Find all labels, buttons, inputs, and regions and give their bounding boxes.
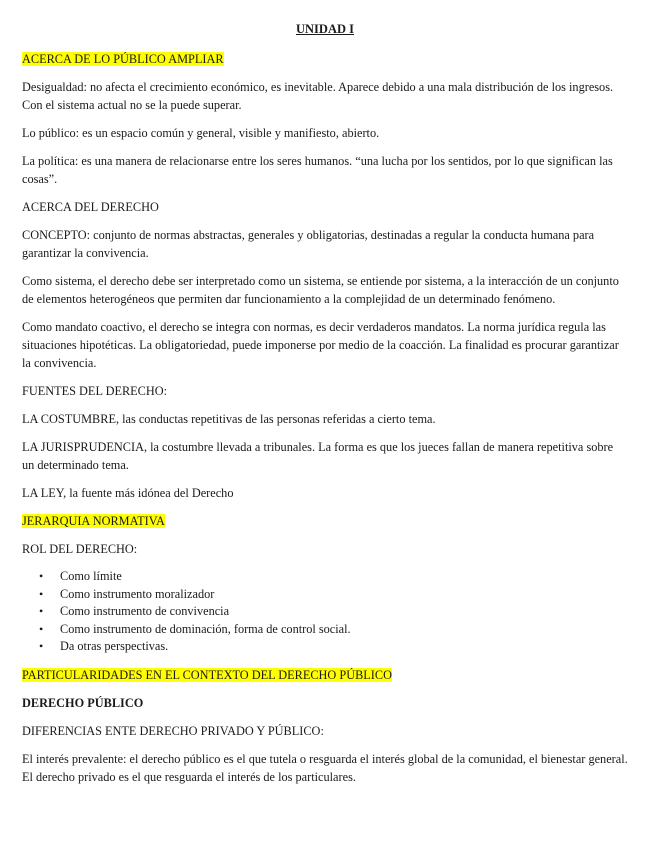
paragraph-ley: LA LEY, la fuente más idónea del Derecho [22,486,234,500]
paragraph-sistema: Como sistema, el derecho debe ser interpretado como un sistema, se entiende por sistema, a la interacción de un conjunto de elementos heterogéneos que permiten dar funcionamiento a la complejidad de un determinado fenómeno. [22,274,619,306]
highlighted-heading: JERARQUIA NORMATIVA [22,514,165,528]
list-item-text: Como instrumento de dominación, forma de control social. [60,621,351,636]
list-item-text: Como instrumento moralizador [60,586,215,601]
list-item [22,638,628,656]
paragraph-interes-prevalente: El interés prevalente: el derecho público es el que tutela o resguarda el interés global de la comunidad, el bienestar general. El derecho privado es el que resguarda el interés de los particulares. [22,751,628,784]
paragraph-lo-publico: Lo público: es un espacio común y general, visible y manifiesto, abierto. [22,126,380,140]
document-page [22,20,628,796]
bullet-icon: • [39,639,44,654]
paragraph-la-politica: La política: es una manera de relacionarse entre los seres humanos. “una lucha por los sentidos, por lo que significan las cosas”. [22,154,613,186]
paragraph-costumbre: LA COSTUMBRE, las conductas repetitivas de las personas referidas a cierto tema. [22,412,436,426]
list-item-text: Como límite [60,569,122,583]
paragraph-concepto: CONCEPTO: conjunto de normas abstractas, generales y obligatorias, destinadas a regular la conducta humana para garantizar la convivencia. [22,228,595,260]
list-item [22,603,628,621]
bullet-icon: • [39,586,44,601]
list-item [22,586,628,604]
bullet-icon: • [39,569,44,583]
section-heading-particularidades [22,666,628,684]
bullet-list [22,568,628,656]
subheading-derecho-publico: DERECHO PÚBLICO [22,695,144,710]
highlighted-heading: PARTICULARIDADES EN EL CONTEXTO DEL DERECHO PÚBLICO [22,667,392,682]
list-item-text: Da otras perspectivas. [60,639,169,654]
paragraph-diferencias: DIFERENCIAS ENTE DERECHO PRIVADO Y PÚBLICO: [22,723,324,738]
paragraph-mandato: Como mandato coactivo, el derecho se integra con normas, es decir verdaderos mandatos. La norma jurídica regula las situaciones hipotéticas. La obligatoriedad, puede imponerse por medio de la coacción. La finalidad es procurar garantizar la convivencia. [22,320,619,370]
paragraph-jurisprudencia: LA JURISPRUDENCIA, la costumbre llevada a tribunales. La forma es que los jueces fallan de manera repetitiva sobre un determinado tema. [22,440,614,472]
list-item [22,568,628,586]
section-heading-publico [22,50,628,68]
highlighted-heading: ACERCA DE LO PÚBLICO AMPLIAR [22,52,224,66]
bullet-icon: • [39,604,44,619]
subheading-rol: ROL DEL DERECHO: [22,542,138,556]
section-heading-fuentes: FUENTES DEL DERECHO: [22,384,168,398]
list-item [22,621,628,639]
document-title: UNIDAD I [296,22,354,36]
bullet-icon: • [39,621,44,636]
section-heading-jerarquia [22,512,628,530]
paragraph-desigualdad: Desigualdad: no afecta el crecimiento económico, es inevitable. Aparece debido a una mala distribución de los ingresos. Con el sistema actual no se la puede superar. [22,80,614,112]
list-item-text: Como instrumento de convivencia [60,604,230,619]
section-heading-derecho: ACERCA DEL DERECHO [22,200,159,214]
